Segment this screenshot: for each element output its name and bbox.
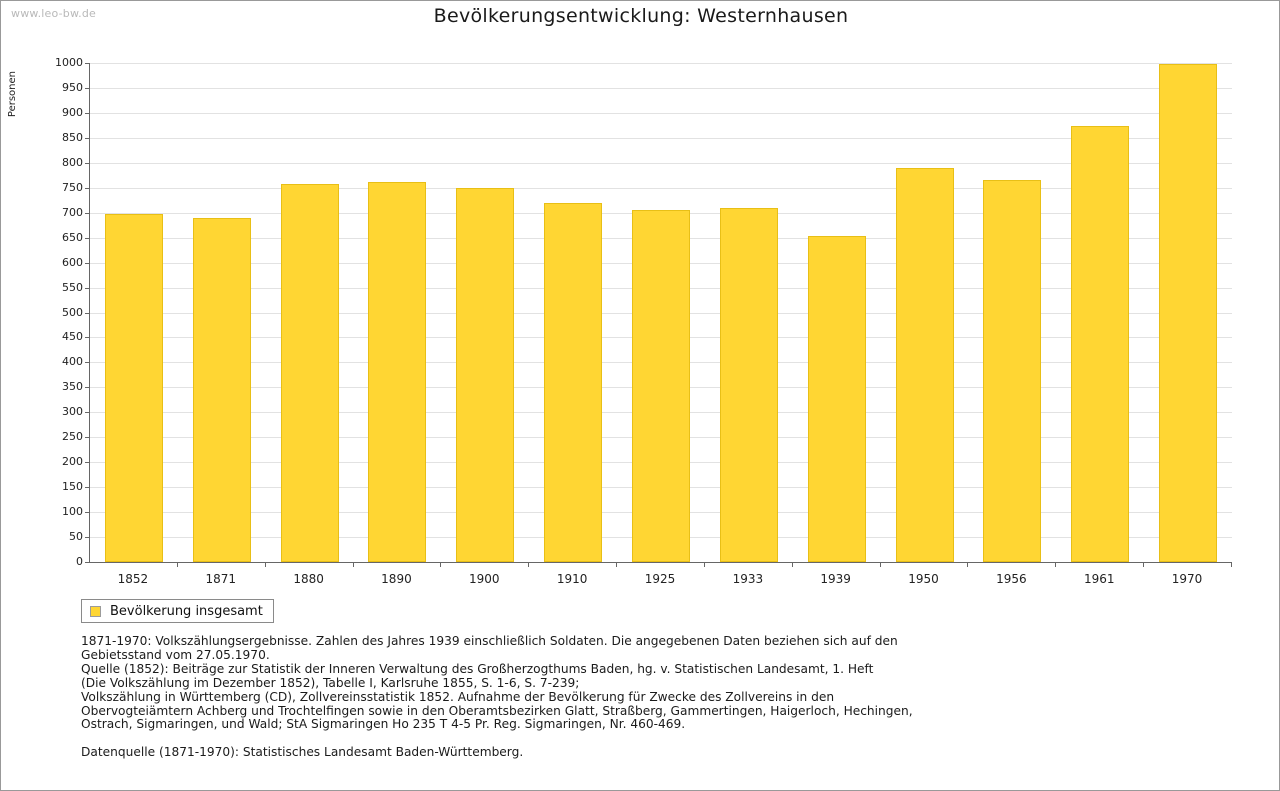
y-axis-tick-mark bbox=[85, 387, 89, 388]
y-axis-tick-mark bbox=[85, 163, 89, 164]
chart-title: Bevölkerungsentwicklung: Westernhausen bbox=[433, 5, 849, 27]
x-axis-tick-label: 1880 bbox=[293, 572, 324, 586]
note-line: Obervogteiämtern Achberg und Trochtelfingen sowie in den Oberamtsbezirken Glatt, Straßberg, Gammertingen, Haigerloch, Hechingen, bbox=[81, 703, 913, 718]
y-axis-tick-label: 200 bbox=[62, 455, 83, 468]
bar bbox=[808, 236, 866, 562]
y-axis-tick-mark bbox=[85, 537, 89, 538]
y-axis-tick-label: 650 bbox=[62, 231, 83, 244]
y-axis-tick-mark bbox=[85, 337, 89, 338]
x-axis-tick-mark bbox=[528, 563, 529, 567]
x-axis-tick-mark bbox=[616, 563, 617, 567]
y-axis-label: Personen bbox=[7, 71, 18, 118]
y-axis-tick-label: 850 bbox=[62, 131, 83, 144]
y-axis-tick-mark bbox=[85, 362, 89, 363]
gridline bbox=[90, 188, 1232, 189]
x-axis-tick-label: 1925 bbox=[644, 572, 676, 586]
gridline bbox=[90, 138, 1232, 139]
y-axis-tick-label: 400 bbox=[62, 355, 83, 368]
x-axis-tick-mark bbox=[440, 563, 441, 567]
bar bbox=[896, 168, 954, 562]
y-axis-tick-label: 300 bbox=[62, 405, 83, 418]
y-axis-tick-mark bbox=[85, 263, 89, 264]
y-axis-tick-label: 800 bbox=[62, 156, 83, 169]
y-axis-tick-label: 550 bbox=[62, 281, 83, 294]
x-axis-tick-label: 1910 bbox=[556, 572, 588, 586]
y-axis-tick-mark bbox=[85, 213, 89, 214]
x-axis-tick-label: 1890 bbox=[381, 572, 412, 586]
bar bbox=[105, 214, 163, 562]
plot-area bbox=[89, 63, 1232, 563]
x-axis-tick-label: 1852 bbox=[117, 572, 149, 586]
y-axis-tick-mark bbox=[85, 88, 89, 89]
gridline bbox=[90, 63, 1232, 64]
chart-notes bbox=[81, 635, 1211, 760]
y-axis-tick-label: 50 bbox=[69, 530, 83, 543]
gridline bbox=[90, 88, 1232, 89]
y-axis-tick-mark bbox=[85, 113, 89, 114]
gridline bbox=[90, 163, 1232, 164]
y-axis-tick-label: 950 bbox=[62, 81, 83, 94]
bar bbox=[544, 203, 602, 562]
y-axis-tick-mark bbox=[85, 188, 89, 189]
x-axis-tick-mark bbox=[265, 563, 266, 567]
y-axis-tick-label: 150 bbox=[62, 480, 83, 493]
bar bbox=[193, 218, 251, 562]
x-axis-tick-label: 1933 bbox=[732, 572, 764, 586]
bar bbox=[281, 184, 339, 562]
note-line: (Die Volkszählung im Dezember 1852), Tabelle I, Karlsruhe 1855, S. 1-6, S. 7-239; bbox=[81, 675, 580, 690]
y-axis-tick-label: 100 bbox=[62, 505, 83, 518]
y-axis-tick-label: 750 bbox=[62, 181, 83, 194]
x-axis-tick-mark bbox=[177, 563, 178, 567]
bar bbox=[368, 182, 426, 562]
y-axis-tick-label: 450 bbox=[62, 330, 83, 343]
note-line: 1871-1970: Volkszählungsergebnisse. Zahlen des Jahres 1939 einschließlich Soldaten. Die angegebenen Daten beziehen sich auf den bbox=[81, 634, 898, 648]
note-line: Ostrach, Sigmaringen, und Wald; StA Sigmaringen Ho 235 T 4-5 Pr. Reg. Sigmaringen, Nr. 460-469. bbox=[81, 717, 686, 732]
x-axis-tick-label: 1961 bbox=[1083, 572, 1115, 586]
y-axis-tick-mark bbox=[85, 238, 89, 239]
y-axis-tick-mark bbox=[85, 138, 89, 139]
bar bbox=[983, 180, 1041, 562]
x-axis-tick-mark bbox=[792, 563, 793, 567]
y-axis-tick-label: 1000 bbox=[55, 56, 83, 69]
y-axis-tick-mark bbox=[85, 487, 89, 488]
x-axis-tick-label: 1970 bbox=[1171, 572, 1203, 586]
bar bbox=[632, 210, 690, 562]
x-axis-tick-label: 1871 bbox=[205, 572, 237, 586]
y-axis-tick-mark bbox=[85, 288, 89, 289]
y-axis-tick-label: 700 bbox=[62, 206, 83, 219]
x-axis-tick-mark bbox=[704, 563, 705, 567]
x-axis-tick-mark bbox=[1055, 563, 1056, 567]
y-axis-tick-label: 350 bbox=[62, 380, 83, 393]
bar bbox=[456, 188, 514, 562]
y-axis-tick-mark bbox=[85, 412, 89, 413]
note-line: Gebietsstand vom 27.05.1970. bbox=[81, 647, 270, 662]
note-line: Volkszählung in Württemberg (CD), Zollvereinsstatistik 1852. Aufnahme der Bevölkerung für Zwecke des Zollvereins in den bbox=[81, 689, 835, 704]
y-axis-tick-mark bbox=[85, 512, 89, 513]
y-axis-tick-label: 0 bbox=[76, 555, 83, 568]
x-axis-tick-mark bbox=[1231, 563, 1232, 567]
y-axis-tick-mark bbox=[85, 313, 89, 314]
y-axis-tick-mark bbox=[85, 562, 89, 563]
bar bbox=[720, 208, 778, 562]
y-axis-tick-label: 250 bbox=[62, 430, 83, 443]
x-axis-tick-label: 1900 bbox=[469, 572, 500, 586]
chart-legend bbox=[81, 599, 274, 623]
data-source-line: Datenquelle (1871-1970): Statistisches Landesamt Baden-Württemberg. bbox=[81, 745, 524, 760]
y-axis-tick-label: 600 bbox=[62, 256, 83, 269]
legend-label: Bevölkerung insgesamt bbox=[110, 603, 263, 619]
bar bbox=[1071, 126, 1129, 562]
y-axis-tick-label: 900 bbox=[62, 106, 83, 119]
legend-swatch-icon bbox=[90, 606, 101, 617]
x-axis-tick-label: 1950 bbox=[908, 572, 939, 586]
y-axis-tick-label: 500 bbox=[62, 306, 83, 319]
y-axis-tick-mark bbox=[85, 63, 89, 64]
y-axis-tick-mark bbox=[85, 437, 89, 438]
gridline bbox=[90, 113, 1232, 114]
x-axis-tick-label: 1939 bbox=[820, 572, 851, 586]
watermark-label: www.leo-bw.de bbox=[11, 7, 97, 20]
y-axis-tick-mark bbox=[85, 462, 89, 463]
bar bbox=[1159, 64, 1217, 562]
x-axis-tick-label: 1956 bbox=[996, 572, 1027, 586]
x-axis-tick-mark bbox=[967, 563, 968, 567]
note-line: Quelle (1852): Beiträge zur Statistik der Inneren Verwaltung des Großherzogthums Baden, hg. v. Statistischen Landesamt, 1. Heft bbox=[81, 661, 874, 676]
x-axis-tick-mark bbox=[1143, 563, 1144, 567]
x-axis-tick-mark bbox=[353, 563, 354, 567]
x-axis-tick-mark bbox=[880, 563, 881, 567]
